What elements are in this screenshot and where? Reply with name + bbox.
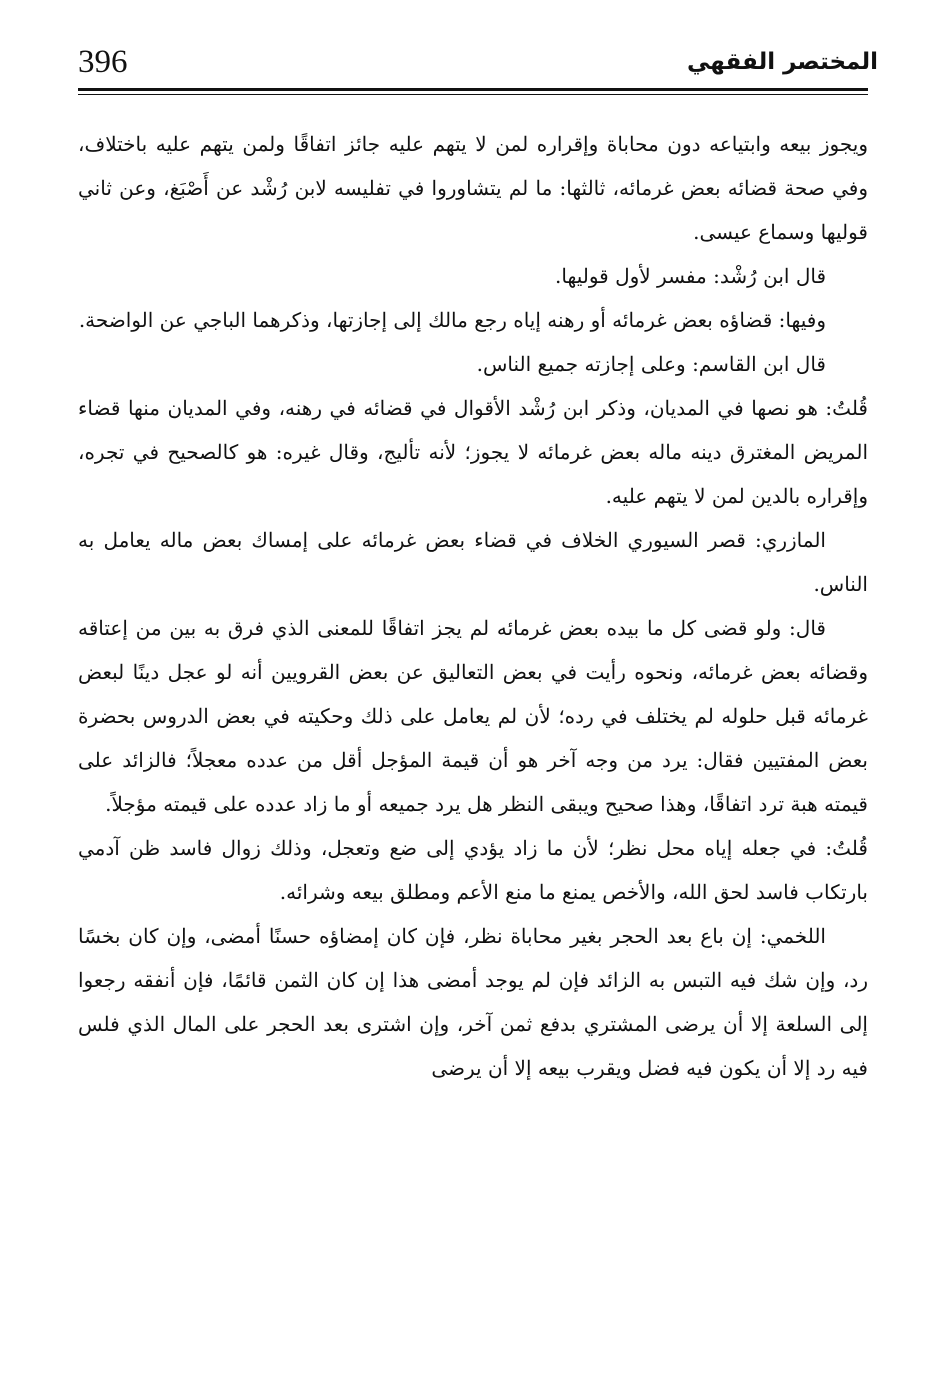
paragraph: قُلتُ: هو نصها في المديان، وذكر ابن رُشْد الأقوال في قضائه في رهنه، وفي المديان منها قضاء المريض المغترق دينه ماله بعض غرمائه لا يجوز؛ لأنه تأليج، وقال غيره: هو كالصحيح في تجره، وإقراره بالدين لمن لا يتهم عليه. xyxy=(78,396,868,508)
paragraph: قال: ولو قضى كل ما بيده بعض غرمائه لم يجز اتفاقًا للمعنى الذي فرق به بين من إعتاقه وقضائه بعض غرمائه، ونحوه رأيت في بعض التعاليق عن بعض القرويين أنه لو عجل دينًا لبعض غرمائه قبل حلوله لم يختلف في رده؛ لأن لم يعامل على ذلك وحكيته في بعض الدروس بحضرة بعض المفتيين فقال: يرد من وجه آخر هو أن قيمة المؤجل أقل من عدده معجلاً؛ فالزائد على قيمته هبة ترد اتفاقًا، وهذا صحيح ويبقى النظر هل يرد جميعه أو ما زاد عدده على قيمته مؤجلاً. xyxy=(78,616,868,816)
paragraph: قال ابن القاسم: وعلى إجازته جميع الناس. xyxy=(476,352,826,376)
paragraph: المازري: قصر السيوري الخلاف في قضاء بعض غرمائه على إمساك بعض ماله يعامل به الناس. xyxy=(78,528,868,596)
page-header xyxy=(78,42,878,92)
body-text xyxy=(78,122,868,1090)
running-title: المختصر الفقهي xyxy=(687,49,878,75)
header-rule-thick xyxy=(78,88,868,91)
page-number: 396 xyxy=(78,44,128,80)
paragraph: وفيها: قضاؤه بعض غرمائه أو رهنه إياه رجع مالك إلى إجازتها، وذكرهما الباجي عن الواضحة. xyxy=(78,308,826,332)
paragraph: قال ابن رُشْد: مفسر لأول قوليها. xyxy=(555,264,826,288)
paragraph: قُلتُ: في جعله إياه محل نظر؛ لأن ما زاد يؤدي إلى ضع وتعجل، وذلك زوال فاسد ظن آدمي بارتكاب فاسد لحق الله، والأخص يمنع ما منع الأعم ومطلق بيعه وشرائه. xyxy=(78,836,868,904)
paragraph: اللخمي: إن باع بعد الحجر بغير محاباة نظر، فإن كان إمضاؤه حسنًا أمضى، وإن كان بخسًا رد، وإن شك فيه التبس به الزائد فإن لم يوجد أمضى هذا إن كان الثمن قائمًا، فإن أنفقه رجعوا إلى السلعة إلا أن يرضى المشتري بدفع ثمن آخر، وإن اشترى بعد الحجر على المال الذي فلس فيه رد إلا أن يكون فيه فضل ويقرب بيعه إلا أن يرضى xyxy=(78,924,868,1080)
paragraph: ويجوز بيعه وابتياعه دون محاباة وإقراره لمن لا يتهم عليه جائز اتفاقًا ولمن يتهم عليه باختلاف، وفي صحة قضائه بعض غرمائه، ثالثها: ما لم يتشاوروا في تفليسه لابن رُشْد عن أَصْبَغ، وعن ثاني قوليها وسماع عيسى. xyxy=(78,132,868,244)
header-rule-thin xyxy=(78,94,868,95)
